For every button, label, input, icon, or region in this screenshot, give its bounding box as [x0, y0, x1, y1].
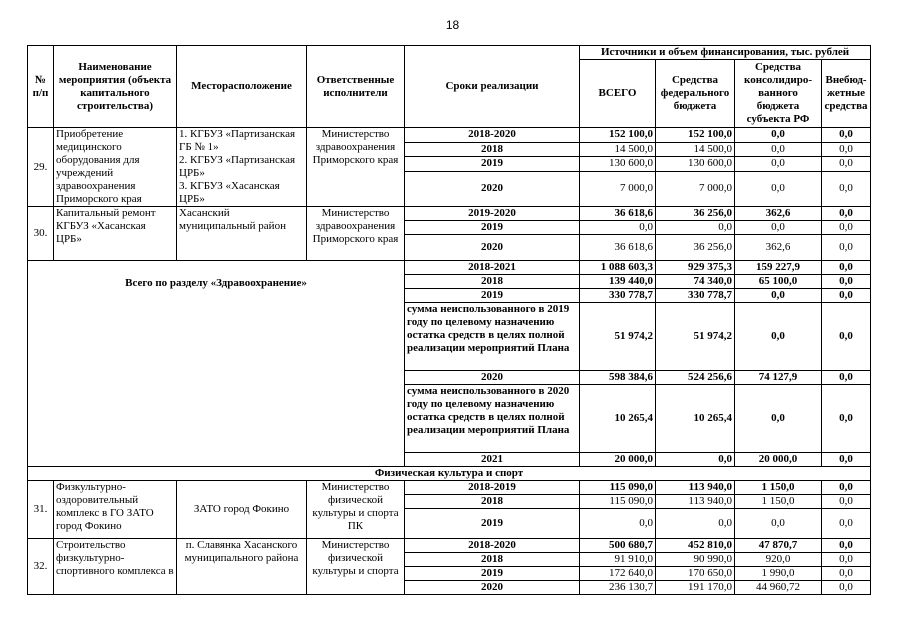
- federal-cell: 524 256,6: [656, 371, 735, 385]
- table-row: [28, 481, 871, 495]
- period-cell: 2018: [405, 142, 580, 157]
- period-cell: 2018-2021: [405, 261, 580, 275]
- row-name: Физкультурно-оздоровительный комплекс в ГО ЗАТО город Фокино: [54, 481, 177, 539]
- header-federal: Средства федерального бюджета: [656, 60, 735, 128]
- federal-cell: 152 100,0: [656, 128, 735, 143]
- offbudget-cell: 0,0: [822, 303, 871, 371]
- period-note-cell: сумма неиспользованного в 2020 году по целевому назначению остатка средств в целях полной реализации мероприятий Плана: [405, 385, 580, 453]
- row-location: 1. КГБУЗ «Партизанская ГБ № 1» 2. КГБУЗ «Партизанская ЦРБ» 3. КГБУЗ «Хасанская ЦРБ»: [177, 128, 307, 207]
- regional-cell: 0,0: [735, 509, 822, 539]
- total-cell: 0,0: [580, 221, 656, 235]
- row-location: Хасанский муниципальный район: [177, 207, 307, 261]
- total-cell: 115 090,0: [580, 481, 656, 495]
- row-location: п. Славянка Хасанского муниципального района: [177, 539, 307, 595]
- period-cell: 2018-2020: [405, 128, 580, 143]
- offbudget-cell: 0,0: [822, 142, 871, 157]
- period-cell: 2020: [405, 171, 580, 206]
- period-note-cell: сумма неиспользованного в 2019 году по целевому назначению остатка средств в целях полной реализации мероприятий Плана: [405, 303, 580, 371]
- row-name: Приобретение медицинского оборудования для учреждений здравоохранения Приморского края: [54, 128, 177, 207]
- section-row: [28, 467, 871, 481]
- header-responsible: Ответственные исполнители: [307, 46, 405, 128]
- period-cell: 2018: [405, 553, 580, 567]
- federal-cell: 36 256,0: [656, 207, 735, 221]
- regional-cell: 0,0: [735, 128, 822, 143]
- total-cell: 36 618,6: [580, 207, 656, 221]
- total-cell: 0,0: [580, 509, 656, 539]
- federal-cell: 929 375,3: [656, 261, 735, 275]
- row-responsible: Министерство здравоохранения Приморского края: [307, 207, 405, 261]
- period-cell: 2018: [405, 495, 580, 509]
- federal-cell: 36 256,0: [656, 235, 735, 261]
- header-offbudget: Внебюд-жетные средства: [822, 60, 871, 128]
- total-cell: 91 910,0: [580, 553, 656, 567]
- header-name: Наименование мероприятия (объекта капитального строительства): [54, 46, 177, 128]
- federal-cell: 0,0: [656, 453, 735, 467]
- total-cell: 152 100,0: [580, 128, 656, 143]
- offbudget-cell: 0,0: [822, 553, 871, 567]
- row-number: 29.: [28, 128, 54, 207]
- regional-cell: 0,0: [735, 171, 822, 206]
- regional-cell: 20 000,0: [735, 453, 822, 467]
- offbudget-cell: 0,0: [822, 509, 871, 539]
- period-cell: 2019: [405, 567, 580, 581]
- total-cell: 10 265,4: [580, 385, 656, 453]
- period-cell: 2018-2019: [405, 481, 580, 495]
- offbudget-cell: 0,0: [822, 371, 871, 385]
- page-number: 18: [445, 18, 460, 32]
- period-cell: 2019-2020: [405, 207, 580, 221]
- federal-cell: 51 974,2: [656, 303, 735, 371]
- period-cell: 2019: [405, 289, 580, 303]
- regional-cell: 0,0: [735, 303, 822, 371]
- federal-cell: 330 778,7: [656, 289, 735, 303]
- regional-cell: 0,0: [735, 157, 822, 172]
- period-cell: 2019: [405, 157, 580, 172]
- period-cell: 2021: [405, 453, 580, 467]
- federal-cell: 74 340,0: [656, 275, 735, 289]
- row-number: 30.: [28, 207, 54, 261]
- total-cell: 500 680,7: [580, 539, 656, 553]
- total-cell: 330 778,7: [580, 289, 656, 303]
- regional-cell: 1 990,0: [735, 567, 822, 581]
- offbudget-cell: 0,0: [822, 481, 871, 495]
- offbudget-cell: 0,0: [822, 221, 871, 235]
- federal-cell: 0,0: [656, 509, 735, 539]
- header-total: ВСЕГО: [580, 60, 656, 128]
- offbudget-cell: 0,0: [822, 581, 871, 595]
- offbudget-cell: 0,0: [822, 207, 871, 221]
- regional-cell: 0,0: [735, 142, 822, 157]
- row-location: ЗАТО город Фокино: [177, 481, 307, 539]
- offbudget-cell: 0,0: [822, 385, 871, 453]
- federal-cell: 130 600,0: [656, 157, 735, 172]
- regional-cell: 47 870,7: [735, 539, 822, 553]
- offbudget-cell: 0,0: [822, 261, 871, 275]
- regional-cell: 0,0: [735, 289, 822, 303]
- offbudget-cell: 0,0: [822, 157, 871, 172]
- section-title: Физическая культура и спорт: [28, 467, 871, 481]
- header-location: Месторасположение: [177, 46, 307, 128]
- row-number: 32.: [28, 539, 54, 595]
- period-cell: 2018: [405, 275, 580, 289]
- federal-cell: 90 990,0: [656, 553, 735, 567]
- financing-table: [27, 45, 871, 595]
- offbudget-cell: 0,0: [822, 235, 871, 261]
- regional-cell: 159 227,9: [735, 261, 822, 275]
- period-cell: 2020: [405, 581, 580, 595]
- row-name: Капитальный ремонт КГБУЗ «Хасанская ЦРБ»: [54, 207, 177, 261]
- regional-cell: 44 960,72: [735, 581, 822, 595]
- offbudget-cell: 0,0: [822, 453, 871, 467]
- header-sources: Источники и объем финансирования, тыс. рублей: [580, 46, 871, 60]
- header-row-1: [28, 46, 871, 60]
- federal-cell: 7 000,0: [656, 171, 735, 206]
- regional-cell: 1 150,0: [735, 481, 822, 495]
- total-cell: 236 130,7: [580, 581, 656, 595]
- offbudget-cell: 0,0: [822, 567, 871, 581]
- total-cell: 20 000,0: [580, 453, 656, 467]
- regional-cell: 0,0: [735, 385, 822, 453]
- total-cell: 115 090,0: [580, 495, 656, 509]
- federal-cell: 452 810,0: [656, 539, 735, 553]
- federal-cell: 0,0: [656, 221, 735, 235]
- regional-cell: 74 127,9: [735, 371, 822, 385]
- offbudget-cell: 0,0: [822, 289, 871, 303]
- regional-cell: 65 100,0: [735, 275, 822, 289]
- federal-cell: 170 650,0: [656, 567, 735, 581]
- total-cell: 172 640,0: [580, 567, 656, 581]
- federal-cell: 113 940,0: [656, 495, 735, 509]
- period-cell: 2018-2020: [405, 539, 580, 553]
- total-cell: 1 088 603,3: [580, 261, 656, 275]
- regional-cell: 362,6: [735, 207, 822, 221]
- period-cell: 2020: [405, 371, 580, 385]
- total-cell: 130 600,0: [580, 157, 656, 172]
- total-cell: 7 000,0: [580, 171, 656, 206]
- row-number: 31.: [28, 481, 54, 539]
- row-name: Строительство физкультурно-спортивного комплекса в: [54, 539, 177, 595]
- total-cell: 14 500,0: [580, 142, 656, 157]
- offbudget-cell: 0,0: [822, 495, 871, 509]
- offbudget-cell: 0,0: [822, 171, 871, 206]
- offbudget-cell: 0,0: [822, 128, 871, 143]
- health-total-label: Всего по разделу «Здравоохранение»: [28, 261, 405, 467]
- federal-cell: 113 940,0: [656, 481, 735, 495]
- header-regional: Средства консолидиро-ванного бюджета субъекта РФ: [735, 60, 822, 128]
- total-cell: 139 440,0: [580, 275, 656, 289]
- table-row: [28, 261, 871, 275]
- row-responsible: Министерство здравоохранения Приморского края: [307, 128, 405, 207]
- table-row: [28, 128, 871, 143]
- total-cell: 51 974,2: [580, 303, 656, 371]
- offbudget-cell: 0,0: [822, 539, 871, 553]
- total-cell: 36 618,6: [580, 235, 656, 261]
- table-row: [28, 539, 871, 553]
- row-responsible: Министерство физической культуры и спорта ПК: [307, 481, 405, 539]
- federal-cell: 14 500,0: [656, 142, 735, 157]
- regional-cell: 920,0: [735, 553, 822, 567]
- period-cell: 2020: [405, 235, 580, 261]
- regional-cell: 0,0: [735, 221, 822, 235]
- header-num: № п/п: [28, 46, 54, 128]
- regional-cell: 1 150,0: [735, 495, 822, 509]
- period-cell: 2019: [405, 221, 580, 235]
- federal-cell: 10 265,4: [656, 385, 735, 453]
- header-period: Сроки реализации: [405, 46, 580, 128]
- period-cell: 2019: [405, 509, 580, 539]
- offbudget-cell: 0,0: [822, 275, 871, 289]
- row-responsible: Министерство физической культуры и спорта: [307, 539, 405, 595]
- federal-cell: 191 170,0: [656, 581, 735, 595]
- regional-cell: 362,6: [735, 235, 822, 261]
- table-row: [28, 207, 871, 221]
- total-cell: 598 384,6: [580, 371, 656, 385]
